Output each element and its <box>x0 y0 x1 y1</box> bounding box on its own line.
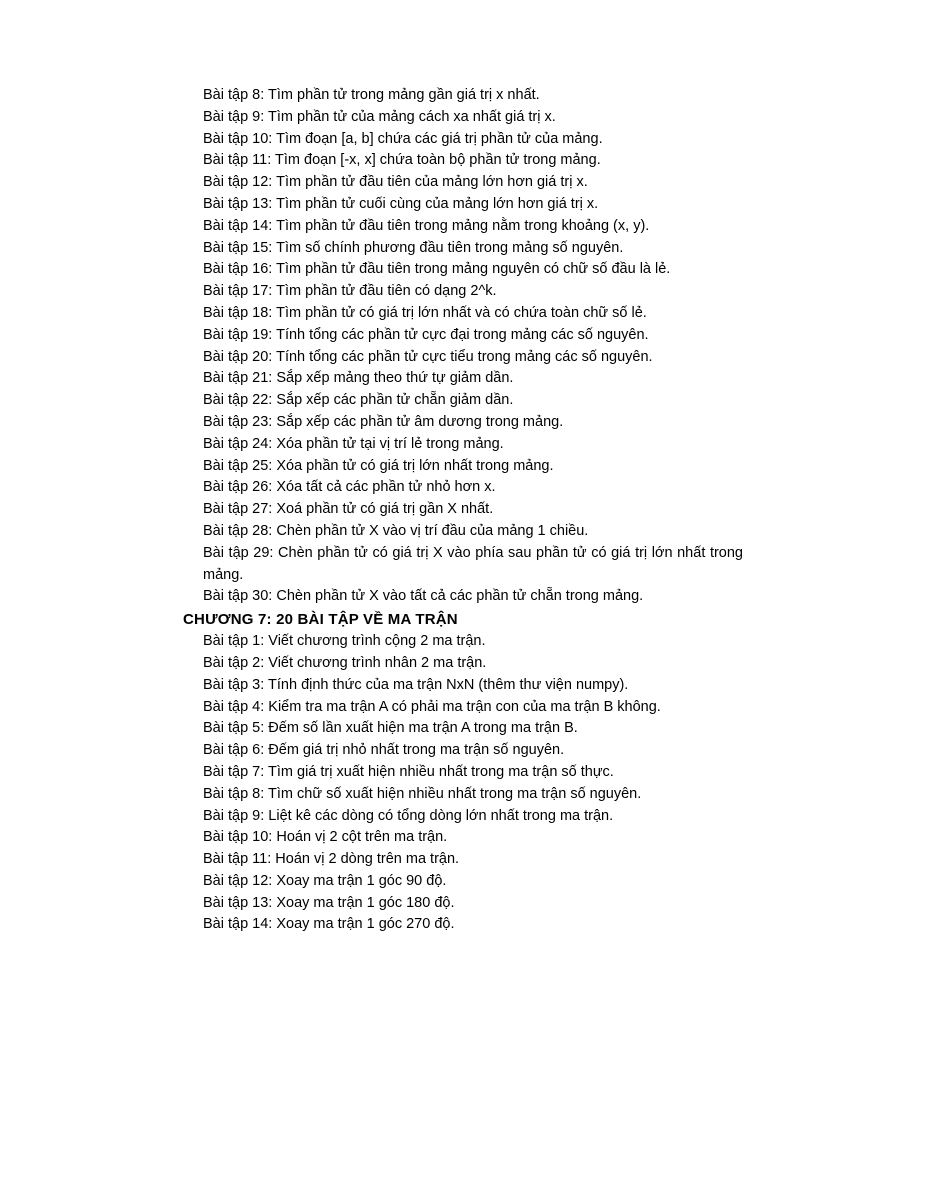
exercise-item: Bài tập 12: Xoay ma trận 1 góc 90 độ. <box>203 872 447 889</box>
exercise-item: Bài tập 20: Tính tổng các phần tử cực tiểu trong mảng các số nguyên. <box>203 348 653 365</box>
exercise-item: Bài tập 19: Tính tổng các phần tử cực đại trong mảng các số nguyên. <box>203 326 649 343</box>
exercise-item: Bài tập 9: Tìm phần tử của mảng cách xa nhất giá trị x. <box>203 108 556 125</box>
exercise-item: Bài tập 26: Xóa tất cả các phần tử nhỏ hơn x. <box>203 479 496 496</box>
exercise-item: Bài tập 24: Xóa phần tử tại vị trí lẻ trong mảng. <box>203 435 504 452</box>
exercise-item: Bài tập 14: Xoay ma trận 1 góc 270 độ. <box>203 916 455 933</box>
exercise-item: Bài tập 16: Tìm phần tử đầu tiên trong mảng nguyên có chữ số đầu là lẻ. <box>203 261 671 278</box>
exercise-item: Bài tập 11: Tìm đoạn [-x, x] chứa toàn bộ phần tử trong mảng. <box>203 152 601 169</box>
exercise-item: Bài tập 23: Sắp xếp các phần tử âm dương trong mảng. <box>203 413 564 430</box>
exercise-item: Bài tập 9: Liệt kê các dòng có tổng dòng lớn nhất trong ma trận. <box>203 807 614 824</box>
exercise-item: Bài tập 14: Tìm phần tử đầu tiên trong mảng nằm trong khoảng (x, y). <box>203 217 650 234</box>
exercise-item: Bài tập 11: Hoán vị 2 dòng trên ma trận. <box>203 851 460 868</box>
exercise-item: Bài tập 7: Tìm giá trị xuất hiện nhiều nhất trong ma trận số thực. <box>203 763 614 780</box>
exercise-item: Bài tập 22: Sắp xếp các phần tử chẵn giảm dần. <box>203 392 514 409</box>
exercise-item: Bài tập 27: Xoá phần tử có giá trị gần X nhất. <box>203 501 494 518</box>
document-content <box>183 85 743 936</box>
exercise-item: Bài tập 29: Chèn phần tử có giá trị X vào phía sau phần tử có giá trị lớn nhất trong mảng. <box>203 544 743 583</box>
array-exercise-list <box>183 85 743 608</box>
exercise-item: Bài tập 2: Viết chương trình nhân 2 ma trận. <box>203 654 487 671</box>
exercise-item: Bài tập 10: Tìm đoạn [a, b] chứa các giá trị phần tử của mảng. <box>203 130 603 147</box>
exercise-item: Bài tập 15: Tìm số chính phương đầu tiên trong mảng số nguyên. <box>203 239 624 256</box>
exercise-item: Bài tập 25: Xóa phần tử có giá trị lớn nhất trong mảng. <box>203 457 554 474</box>
exercise-item: Bài tập 4: Kiểm tra ma trận A có phải ma trận con của ma trận B không. <box>203 698 661 715</box>
exercise-item: Bài tập 18: Tìm phần tử có giá trị lớn nhất và có chứa toàn chữ số lẻ. <box>203 304 647 321</box>
exercise-item: Bài tập 21: Sắp xếp mảng theo thứ tự giảm dần. <box>203 370 514 387</box>
chapter-heading: CHƯƠNG 7: 20 BÀI TẬP VỀ MA TRẬN <box>183 611 458 629</box>
exercise-item: Bài tập 13: Xoay ma trận 1 góc 180 độ. <box>203 894 455 911</box>
exercise-item: Bài tập 6: Đếm giá trị nhỏ nhất trong ma trận số nguyên. <box>203 742 565 759</box>
exercise-item: Bài tập 17: Tìm phần tử đầu tiên có dạng 2^k. <box>203 283 497 300</box>
exercise-item: Bài tập 13: Tìm phần tử cuối cùng của mảng lớn hơn giá trị x. <box>203 195 599 212</box>
exercise-item: Bài tập 8: Tìm chữ số xuất hiện nhiều nhất trong ma trận số nguyên. <box>203 785 642 802</box>
exercise-item: Bài tập 30: Chèn phần tử X vào tất cả các phần tử chẵn trong mảng. <box>203 588 644 605</box>
exercise-item: Bài tập 1: Viết chương trình cộng 2 ma trận. <box>203 633 486 650</box>
exercise-item: Bài tập 12: Tìm phần tử đầu tiên của mảng lớn hơn giá trị x. <box>203 174 588 191</box>
matrix-exercise-list <box>183 631 743 936</box>
exercise-item: Bài tập 8: Tìm phần tử trong mảng gần giá trị x nhất. <box>203 87 540 103</box>
exercise-item: Bài tập 28: Chèn phần tử X vào vị trí đầu của mảng 1 chiều. <box>203 522 589 539</box>
exercise-item: Bài tập 10: Hoán vị 2 cột trên ma trận. <box>203 829 448 846</box>
exercise-item: Bài tập 5: Đếm số lần xuất hiện ma trận A trong ma trận B. <box>203 720 578 737</box>
exercise-item: Bài tập 3: Tính định thức của ma trận NxN (thêm thư viện numpy). <box>203 676 629 693</box>
